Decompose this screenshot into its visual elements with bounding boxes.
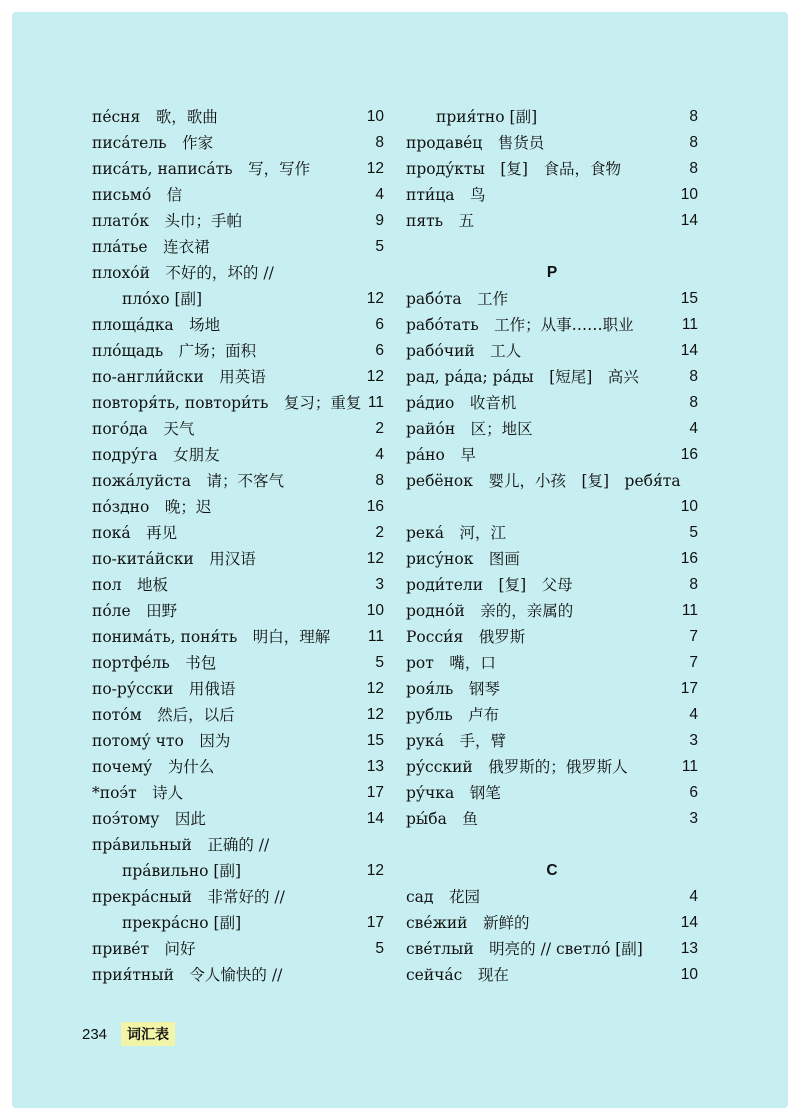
vocab-entry — [406, 650, 698, 676]
lesson-number: 5 — [375, 238, 384, 255]
vocab-term: роя́ль 钢琴 — [406, 680, 500, 698]
lesson-number: 8 — [689, 368, 698, 385]
vocab-entry — [92, 858, 384, 884]
vocab-entry — [92, 546, 384, 572]
vocab-entry — [406, 598, 698, 624]
vocab-entry — [406, 676, 698, 702]
lesson-number: 5 — [375, 654, 384, 671]
vocab-term: ру́сский 俄罗斯的；俄罗斯人 — [406, 758, 628, 776]
vocab-entry — [92, 104, 384, 130]
page — [12, 12, 788, 1108]
lesson-number: 12 — [366, 290, 384, 307]
vocab-entry — [406, 780, 698, 806]
lesson-number: 6 — [375, 316, 384, 333]
vocab-entry — [92, 806, 384, 832]
vocab-entry — [406, 468, 698, 494]
vocab-entry — [92, 754, 384, 780]
lesson-number: 10 — [680, 186, 698, 203]
vocab-entry — [406, 754, 698, 780]
vocab-term: проду́кты [复] 食品，食物 — [406, 160, 621, 178]
lesson-number: 5 — [689, 524, 698, 541]
vocab-entry — [92, 650, 384, 676]
lesson-number: 7 — [689, 628, 698, 645]
lesson-number: 15 — [680, 290, 698, 307]
vocab-entry — [92, 182, 384, 208]
lesson-number: 14 — [366, 810, 384, 827]
lesson-number: 4 — [375, 446, 384, 463]
lesson-number: 2 — [375, 524, 384, 541]
section-letter — [406, 858, 698, 884]
lesson-number: 8 — [689, 108, 698, 125]
vocab-term: продаве́ц 售货员 — [406, 134, 545, 152]
vocab-term: по́ле 田野 — [92, 602, 178, 620]
lesson-number: 17 — [366, 784, 384, 801]
vocab-entry — [406, 338, 698, 364]
vocab-entry — [92, 832, 384, 858]
vocab-entry — [406, 520, 698, 546]
vocab-term: пло́щадь 广场；面积 — [92, 342, 257, 360]
vocab-term: по́здно 晚；迟 — [92, 498, 212, 516]
lesson-number: 11 — [681, 758, 698, 775]
vocab-term: родно́й 亲的，亲属的 — [406, 602, 574, 620]
section-letter-text: Р — [546, 264, 558, 281]
vocab-term: ру́чка 钢笔 — [406, 784, 501, 802]
lesson-number: 8 — [689, 160, 698, 177]
lesson-number: 8 — [375, 134, 384, 151]
lesson-number: 10 — [366, 108, 384, 125]
vocab-term: рису́нок 图画 — [406, 550, 520, 568]
vocab-entry — [92, 780, 384, 806]
vocab-entry — [92, 884, 384, 910]
vocab-term: рубль 卢布 — [406, 706, 500, 724]
vocab-term: прекра́сный 非常好的 // — [92, 888, 285, 906]
vocab-term: Росси́я 俄罗斯 — [406, 628, 526, 646]
vocab-term: плато́к 头巾；手帕 — [92, 212, 243, 230]
vocab-entry — [92, 728, 384, 754]
vocab-term: по-англи́йски 用英语 — [92, 368, 266, 386]
vocab-term: све́тлый 明亮的 // светло́ [副] — [406, 940, 643, 958]
vocab-entry — [406, 390, 698, 416]
vocab-entry — [92, 494, 384, 520]
vocab-entry — [406, 442, 698, 468]
vocab-term: ребёнок 婴儿，小孩 [复] ребя́та — [406, 472, 681, 490]
lesson-number: 8 — [689, 576, 698, 593]
vocab-term: прекра́сно [副] — [122, 914, 242, 932]
vocab-entry — [406, 130, 698, 156]
vocab-term: райо́н 区；地区 — [406, 420, 533, 438]
vocab-entry — [406, 234, 698, 260]
vocab-entry — [92, 416, 384, 442]
lesson-number: 8 — [689, 394, 698, 411]
vocab-term: ра́но 早 — [406, 446, 476, 464]
vocab-entry — [92, 572, 384, 598]
lesson-number: 12 — [366, 680, 384, 697]
lesson-number: 10 — [366, 602, 384, 619]
lesson-number: 11 — [681, 316, 698, 333]
vocab-term: ра́дио 收音机 — [406, 394, 517, 412]
lesson-number: 16 — [680, 550, 698, 567]
vocab-term: площа́дка 场地 — [92, 316, 221, 334]
lesson-number: 13 — [680, 940, 698, 957]
lesson-number: 9 — [375, 212, 384, 229]
lesson-number: 16 — [680, 446, 698, 463]
lesson-number: 16 — [366, 498, 384, 515]
page-footer — [82, 1022, 175, 1046]
lesson-number: 6 — [689, 784, 698, 801]
vocab-entry — [92, 286, 384, 312]
vocab-entry — [406, 806, 698, 832]
lesson-number: 11 — [367, 394, 384, 411]
vocab-term: пока́ 再见 — [92, 524, 178, 542]
vocab-term: повторя́ть, повтори́ть 复习；重复 — [92, 394, 362, 412]
vocab-term: сейча́с 现在 — [406, 966, 509, 984]
vocab-entry — [92, 234, 384, 260]
lesson-number: 14 — [680, 212, 698, 229]
lesson-number: 12 — [366, 706, 384, 723]
lesson-number: 3 — [689, 810, 698, 827]
vocab-term: рабо́чий 工人 — [406, 342, 522, 360]
lesson-number: 4 — [689, 888, 698, 905]
section-letter — [406, 260, 698, 286]
lesson-number: 2 — [375, 420, 384, 437]
vocab-term: пото́м 然后，以后 — [92, 706, 235, 724]
lesson-number: 3 — [375, 576, 384, 593]
vocab-term: пол 地板 — [92, 576, 169, 594]
lesson-number: 12 — [366, 862, 384, 879]
vocab-term: ры́ба 鱼 — [406, 810, 478, 828]
lesson-number: 7 — [689, 654, 698, 671]
vocab-term: река́ 河，江 — [406, 524, 507, 542]
lesson-number: 10 — [680, 498, 698, 515]
vocab-term: писа́ть, написа́ть 写，写作 — [92, 160, 311, 178]
vocab-entry — [92, 520, 384, 546]
lesson-number: 10 — [680, 966, 698, 983]
vocab-term: пожа́луйста 请；不客气 — [92, 472, 284, 490]
vocab-entry — [406, 364, 698, 390]
vocab-entry — [92, 338, 384, 364]
vocab-term: по-кита́йски 用汉语 — [92, 550, 256, 568]
vocab-term: пти́ца 鸟 — [406, 186, 486, 204]
page-number: 234 — [82, 1025, 108, 1043]
vocab-entry — [92, 390, 384, 416]
vocab-entry — [406, 624, 698, 650]
lesson-number: 5 — [375, 940, 384, 957]
lesson-number: 4 — [375, 186, 384, 203]
vocab-term: рад, ра́да; ра́ды [短尾] 高兴 — [406, 368, 639, 386]
vocab-entry — [406, 416, 698, 442]
vocab-term: рот 嘴，口 — [406, 654, 496, 672]
vocab-entry — [406, 182, 698, 208]
lesson-number: 15 — [366, 732, 384, 749]
vocab-term: пла́тье 连衣裙 — [92, 238, 210, 256]
lesson-number: 8 — [375, 472, 384, 489]
vocab-term: плохо́й 不好的，坏的 // — [92, 264, 274, 282]
vocab-entry — [92, 702, 384, 728]
vocab-entry — [92, 364, 384, 390]
vocab-term: сад 花园 — [406, 888, 480, 906]
lesson-number: 11 — [681, 602, 698, 619]
lesson-number: 8 — [689, 134, 698, 151]
vocab-term: прия́тный 令人愉快的 // — [92, 966, 283, 984]
vocab-entry — [92, 208, 384, 234]
vocab-entry — [92, 676, 384, 702]
lesson-number: 17 — [680, 680, 698, 697]
lesson-number: 6 — [375, 342, 384, 359]
vocab-entry — [406, 910, 698, 936]
vocab-term: почему́ 为什么 — [92, 758, 215, 776]
vocab-entry — [406, 494, 698, 520]
vocab-term: по-ру́сски 用俄语 — [92, 680, 236, 698]
vocab-entry — [92, 910, 384, 936]
vocab-entry — [406, 832, 698, 858]
vocab-entry — [92, 936, 384, 962]
vocab-entry — [406, 156, 698, 182]
vocab-entry — [92, 962, 384, 988]
lesson-number: 11 — [367, 628, 384, 645]
lesson-number: 17 — [366, 914, 384, 931]
vocab-entry — [406, 286, 698, 312]
vocab-term: понима́ть, поня́ть 明白，理解 — [92, 628, 331, 646]
lesson-number: 12 — [366, 368, 384, 385]
vocab-term: све́жий 新鲜的 — [406, 914, 530, 932]
vocab-term: рабо́тать 工作；从事……职业 — [406, 316, 634, 334]
lesson-number: 13 — [366, 758, 384, 775]
vocab-entry — [92, 624, 384, 650]
vocab-term: писа́тель 作家 — [92, 134, 214, 152]
lesson-number: 4 — [689, 420, 698, 437]
right-column — [406, 104, 698, 988]
vocab-entry — [406, 702, 698, 728]
vocab-entry — [92, 468, 384, 494]
lesson-number: 4 — [689, 706, 698, 723]
vocab-term: потому́ что 因为 — [92, 732, 231, 750]
vocab-entry — [406, 546, 698, 572]
vocab-term: прия́тно [副] — [436, 108, 538, 126]
vocab-entry — [92, 598, 384, 624]
vocab-term: пять 五 — [406, 212, 475, 230]
vocab-entry — [406, 884, 698, 910]
vocab-term: пло́хо [副] — [122, 290, 203, 308]
vocab-term: рабо́та 工作 — [406, 290, 509, 308]
lesson-number: 3 — [689, 732, 698, 749]
vocab-entry — [406, 572, 698, 598]
section-letter-text: С — [546, 862, 558, 879]
vocab-term: пра́вильно [副] — [122, 862, 242, 880]
vocab-entry — [406, 312, 698, 338]
vocab-entry — [406, 208, 698, 234]
vocab-term: роди́тели [复] 父母 — [406, 576, 573, 594]
vocab-term: подру́га 女朋友 — [92, 446, 220, 464]
vocab-entry — [92, 260, 384, 286]
left-column — [92, 104, 384, 988]
vocab-term: пе́сня 歌，歌曲 — [92, 108, 218, 126]
vocab-entry — [406, 962, 698, 988]
lesson-number: 12 — [366, 550, 384, 567]
lesson-number: 12 — [366, 160, 384, 177]
vocab-entry — [406, 104, 698, 130]
vocab-entry — [92, 156, 384, 182]
vocab-entry — [406, 936, 698, 962]
vocab-entry — [92, 130, 384, 156]
vocab-term: приве́т 问好 — [92, 940, 196, 958]
vocab-entry — [92, 442, 384, 468]
vocab-term: пого́да 天气 — [92, 420, 195, 438]
vocab-term: поэ́тому 因此 — [92, 810, 206, 828]
vocab-entry — [406, 728, 698, 754]
section-label: 词汇表 — [121, 1022, 175, 1046]
vocab-term: письмо́ 信 — [92, 186, 183, 204]
lesson-number: 14 — [680, 914, 698, 931]
vocab-term: портфе́ль 书包 — [92, 654, 217, 672]
vocab-term: пра́вильный 正确的 // — [92, 836, 270, 854]
vocab-term: *поэ́т 诗人 — [92, 784, 184, 802]
lesson-number: 14 — [680, 342, 698, 359]
vocab-entry — [92, 312, 384, 338]
vocab-term: рука́ 手，臂 — [406, 732, 506, 750]
